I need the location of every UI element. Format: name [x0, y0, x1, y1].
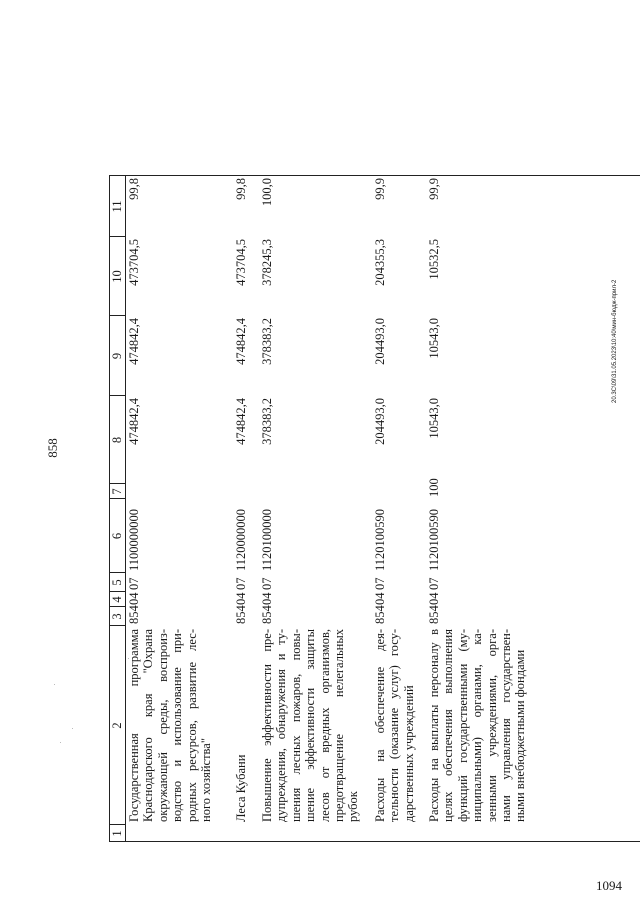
cell-col9: 474842,4 — [127, 318, 141, 365]
description-line: Расходы на обеспечение дея- — [373, 629, 387, 822]
cell-col11: 100,0 — [260, 178, 274, 207]
column-header: 6 — [110, 532, 124, 540]
row-description — [234, 629, 248, 822]
cell-col9: 378383,2 — [260, 318, 274, 365]
description-line: ного хозяйства" — [199, 738, 214, 822]
cell-col5: 07 — [373, 577, 387, 590]
column-header: 8 — [110, 436, 124, 444]
row-description — [260, 629, 361, 822]
table-border — [125, 176, 126, 842]
cell-col3: 854 — [260, 605, 274, 624]
table-border — [109, 841, 640, 842]
cell-col10: 378245,3 — [260, 239, 274, 286]
row-description — [373, 629, 416, 822]
column-header: 1 — [110, 830, 124, 837]
description-line: водство и использование при- — [170, 629, 185, 822]
cell-col11: 99,9 — [373, 178, 387, 200]
cell-col10: 204355,3 — [373, 239, 387, 286]
cell-col3: 854 — [427, 605, 441, 624]
cell-col6: 1120100000 — [260, 508, 274, 571]
cell-col3: 854 — [127, 605, 141, 624]
description-line: дупреждения, обнаружения и ту- — [274, 629, 289, 822]
column-header: 10 — [110, 270, 124, 283]
cell-col10: 10532,5 — [427, 239, 441, 280]
cell-col8: 378383,2 — [260, 398, 274, 445]
page-number: 858 — [44, 438, 60, 458]
column-header: 11 — [110, 200, 124, 213]
description-line: рубок — [346, 791, 361, 822]
description-line: окружающей среды, воспроиз- — [155, 629, 170, 822]
cell-col5: 07 — [234, 577, 248, 590]
cell-col10: 473704,5 — [127, 239, 141, 286]
cell-col8: 10543,0 — [427, 398, 441, 439]
cell-col4: 04 — [427, 592, 441, 605]
cell-col3: 854 — [373, 605, 387, 624]
cell-col11: 99,9 — [427, 178, 441, 200]
row-description — [127, 629, 213, 822]
column-header: 7 — [110, 488, 124, 495]
description-line: Краснодарского края "Охрана — [141, 629, 156, 822]
description-line: Повышение эффективности пре- — [260, 629, 274, 822]
cell-col10: 473704,5 — [234, 239, 248, 286]
cell-col6: 1120100590 — [427, 508, 441, 571]
cell-col9: 10543,0 — [427, 318, 441, 359]
description-line: дарственных учреждений — [401, 685, 416, 822]
cell-col9: 204493,0 — [373, 318, 387, 365]
description-line: ными внебюджетными фондами — [513, 649, 528, 822]
cell-col8: 474842,4 — [234, 398, 248, 445]
footer-code: 20.3С\09\31.05.2023\10:40\мин-бюдж-прил-2 — [612, 279, 618, 403]
description-line: Государственная программа — [127, 629, 141, 822]
description-line: шения лесных пожаров, повы- — [288, 629, 303, 822]
table-border — [109, 175, 640, 176]
cell-col5: 07 — [427, 577, 441, 590]
column-header: 5 — [110, 579, 124, 586]
cell-col5: 07 — [260, 577, 274, 590]
cell-col11: 99,8 — [234, 178, 248, 200]
margin-page-number: 1094 — [596, 878, 622, 893]
cell-col4: 04 — [260, 592, 274, 605]
description-line: зенными учреждениями, орга- — [484, 629, 499, 822]
cell-col11: 99,8 — [127, 178, 141, 200]
cell-col8: 474842,4 — [127, 398, 141, 445]
description-line: ниципальными) органами, ка- — [470, 629, 485, 822]
description-line: предотвращение нелегальных — [332, 629, 347, 822]
description-line: родных ресурсов, развитие лес- — [184, 629, 199, 822]
description-line: тельности (оказание услуг) госу- — [387, 629, 402, 822]
description-line: целях обеспечения выполнения — [441, 629, 456, 822]
description-line: Леса Кубани — [234, 754, 248, 822]
cell-col7: 100 — [427, 478, 441, 497]
description-line: функций государственными (му- — [455, 629, 470, 822]
cell-col4: 04 — [127, 592, 141, 605]
description-line: Расходы на выплаты персоналу в — [427, 629, 441, 822]
cell-col6: 1120100590 — [373, 508, 387, 571]
cell-col4: 04 — [373, 592, 387, 605]
column-header: 3 — [110, 613, 124, 620]
row-description — [427, 629, 528, 822]
column-header: 4 — [110, 596, 124, 603]
column-header: 2 — [110, 722, 124, 729]
cell-col8: 204493,0 — [373, 398, 387, 445]
cell-col3: 854 — [234, 605, 248, 624]
description-line: лесов от вредных организмов, — [317, 629, 332, 822]
description-line: шение эффективности защиты — [303, 629, 318, 822]
cell-col9: 474842,4 — [234, 318, 248, 365]
description-line: нами управления государствен- — [499, 629, 514, 822]
cell-col5: 07 — [127, 577, 141, 590]
cell-col6: 1100000000 — [127, 508, 141, 571]
column-header: 9 — [110, 352, 124, 360]
cell-col4: 04 — [234, 592, 248, 605]
cell-col6: 1120000000 — [234, 508, 248, 571]
